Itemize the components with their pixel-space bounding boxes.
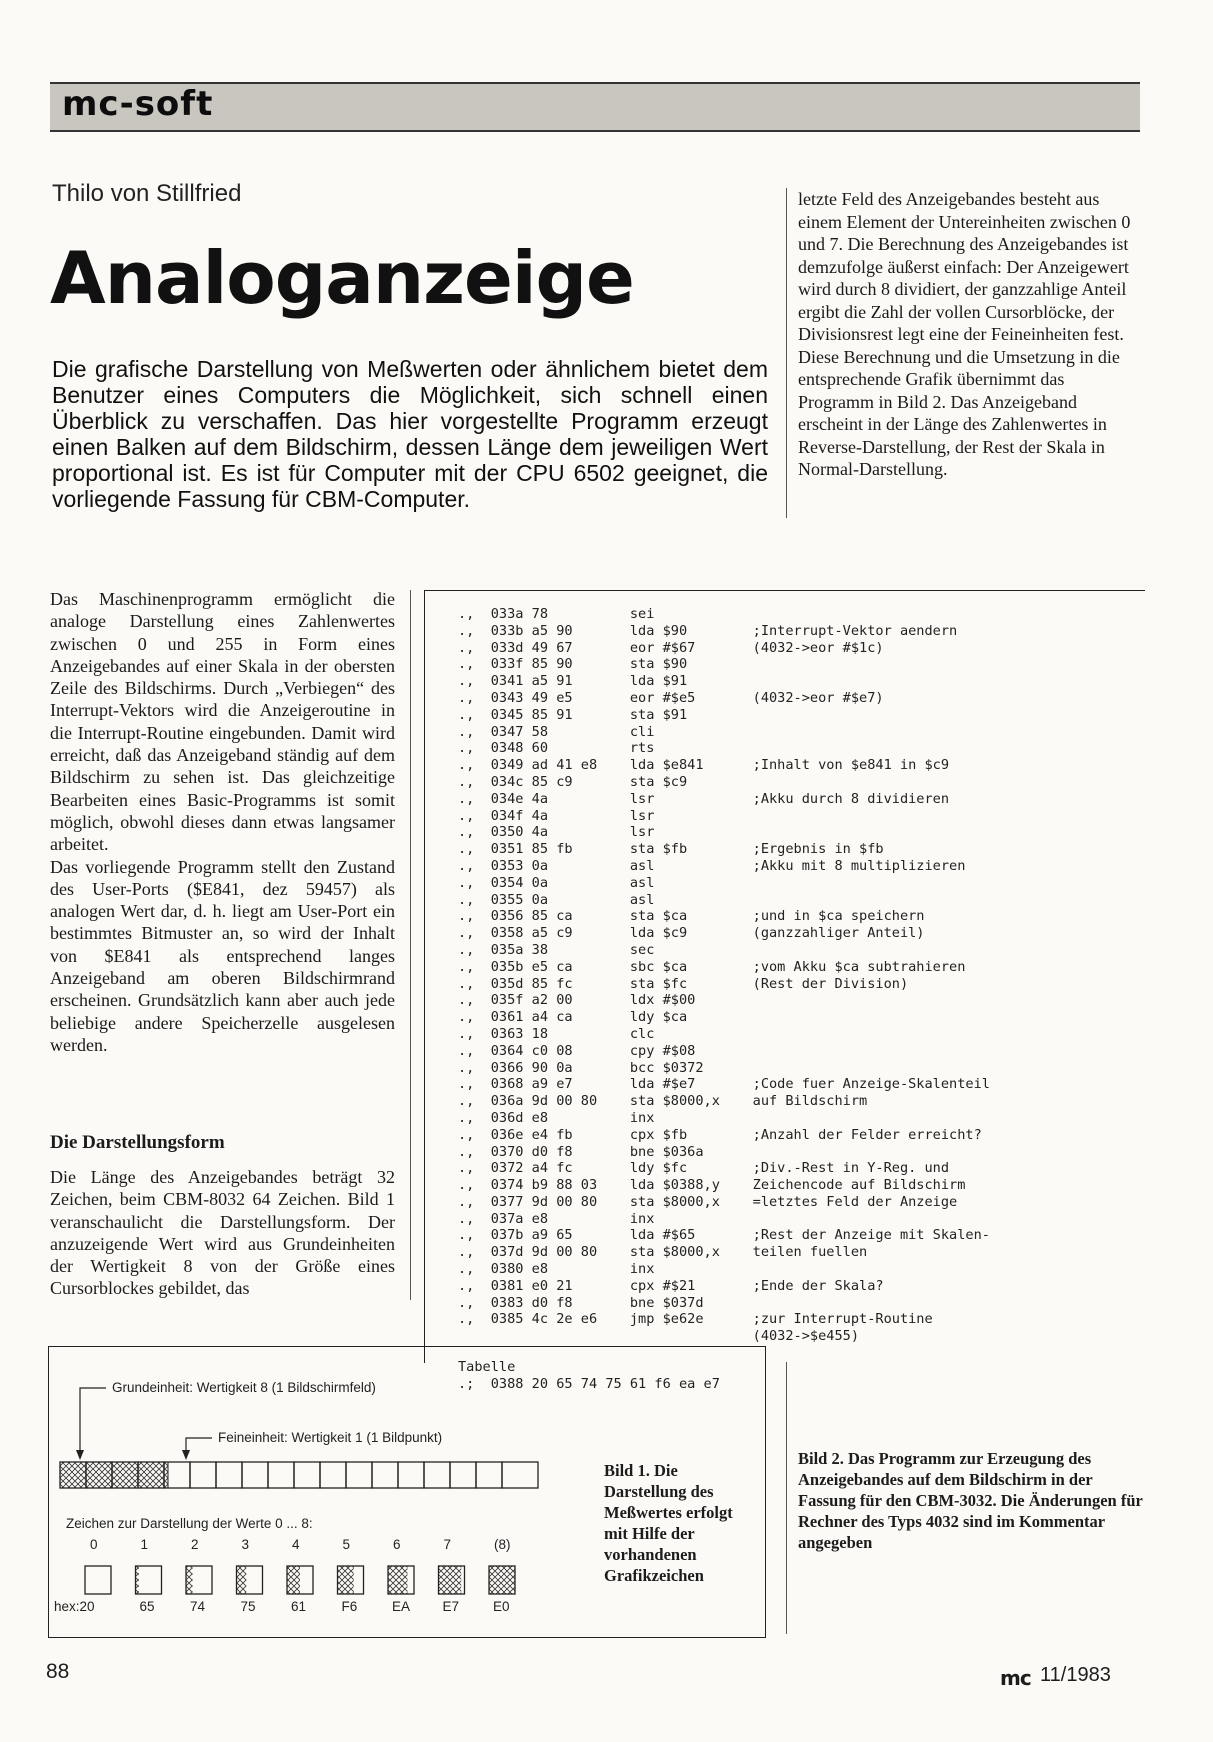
listing-line: ., 0363 18 clc bbox=[458, 1025, 655, 1042]
listing-line: ., 033a 78 sei bbox=[458, 606, 655, 622]
author-name: Thilo von Stillfried bbox=[52, 180, 242, 207]
listing-line: ., 0361 a4 ca ldy $ca bbox=[458, 1009, 688, 1026]
listing-line: ., 034c 85 c9 sta $c9 bbox=[458, 773, 688, 790]
scale-cell bbox=[268, 1462, 294, 1488]
sample-character bbox=[85, 1566, 111, 1594]
article-title: Analoganzeige bbox=[50, 236, 634, 320]
hex-label: EA bbox=[392, 1599, 411, 1614]
listing-line: ., 033b a5 90 lda $90 ;Interrupt-Vektor aendern bbox=[458, 622, 958, 639]
scale-bar bbox=[60, 1462, 538, 1488]
listing-line: ., 0374 b9 88 03 lda $0388,y Zeichencode auf Bildschirm bbox=[458, 1177, 966, 1194]
listing-line: ., 0358 a5 c9 lda $c9 (ganzzahliger Anteil) bbox=[458, 925, 925, 942]
column-rule-right bbox=[786, 188, 787, 518]
listing-line: ., 0354 0a asl bbox=[458, 874, 655, 891]
listing-line: ., 0377 9d 00 80 sta $8000,x =letztes Feld der Anzeige bbox=[458, 1193, 958, 1210]
sample-character bbox=[136, 1566, 162, 1594]
value-label: 3 bbox=[241, 1537, 250, 1552]
hex-label: 74 bbox=[190, 1599, 206, 1614]
hex-label: hex:20 bbox=[54, 1599, 95, 1614]
hex-label: 61 bbox=[291, 1599, 307, 1614]
listing-line: ., 034f 4a lsr bbox=[458, 807, 655, 824]
assembly-listing bbox=[458, 606, 990, 1345]
listing-line: ., 034e 4a lsr ;Akku durch 8 dividieren bbox=[458, 790, 950, 807]
left-column-paragraph: Das Maschinenprogramm ermöglicht die analoge Darstellung eines Zahlenwertes zwischen 0 und 255 in Form eines Anzeigebandes auf einer Skala in der obersten Zeile des Bildschirms. Durch „Verbiegen“ des Interrupt-Vektors wird die Anzeigeroutine in die Interrupt-Routine eingebunden. Damit wird erreicht, daß das Anzeigeband ständig auf dem Bildschirm zu sehen ist. Das gleichzeitige Bearbeiten eines Basic-Programms ist somit möglich, obwohl dieses dann etwas langsamer arbeitet. bbox=[50, 589, 395, 855]
fine-unit-cell bbox=[164, 1462, 168, 1488]
sample-character bbox=[388, 1566, 414, 1594]
left-column-text bbox=[50, 588, 395, 1056]
listing-line: ., 0355 0a asl bbox=[458, 891, 655, 908]
listing-line: ., 0372 a4 fc ldy $fc ;Div.-Rest in Y-Reg. und bbox=[458, 1160, 950, 1177]
scale-cell bbox=[242, 1462, 268, 1488]
listing-line: ., 035a 38 sec bbox=[458, 941, 655, 958]
listing-line: ., 033d 49 67 eor #$67 (4032->eor #$1c) bbox=[458, 639, 884, 656]
listing-line: ., 0366 90 0a bcc $0372 bbox=[458, 1059, 704, 1076]
feineinheit-label: Feineinheit: Wertigkeit 1 (1 Bildpunkt) bbox=[218, 1430, 443, 1445]
listing-line: ., 035f a2 00 ldx #$00 bbox=[458, 992, 696, 1009]
column-rule-left bbox=[410, 590, 411, 1300]
hex-label: F6 bbox=[341, 1599, 358, 1614]
section-header-label: mc-soft bbox=[62, 84, 214, 124]
sample-character bbox=[237, 1566, 263, 1594]
sample-character bbox=[439, 1566, 465, 1594]
scale-cell bbox=[398, 1462, 424, 1488]
left-column-paragraph: Die Länge des Anzeigebandes beträgt 32 Zeichen, beim CBM-8032 64 Zeichen. Bild 1 veranschaulicht die Darstellungsform. Der anzuzeigende Wert wird aus Grundeinheiten der Wertigkeit 8 von der Größe eines Cursorblockes gebildet, das bbox=[50, 1167, 395, 1299]
listing-line: ., 0383 d0 f8 bne $037d bbox=[458, 1294, 704, 1311]
right-column-paragraph: Diese Berechnung und die Umsetzung in die entsprechende Grafik übernimmt das Programm in Bild 2. Das Anzeigeband erscheint in der Länge des Zahlenwertes in Reverse-Darstellung, der Rest der Skala in Normal-Darstellung. bbox=[798, 346, 1120, 479]
subheading: Die Darstellungsform bbox=[50, 1132, 225, 1153]
sample-character bbox=[287, 1566, 313, 1594]
scale-cell bbox=[294, 1462, 320, 1488]
right-column-text bbox=[798, 188, 1141, 481]
scale-cell bbox=[476, 1462, 502, 1488]
listing-line: ., 037b a9 65 lda #$65 ;Rest der Anzeige mit Skalen- bbox=[458, 1227, 990, 1244]
listing-line: ., 0368 a9 e7 lda #$e7 ;Code fuer Anzeige-Skalenteil bbox=[458, 1076, 990, 1093]
listing-line: ., 0350 4a lsr bbox=[458, 824, 655, 841]
sample-character bbox=[186, 1566, 212, 1594]
listing-line: ., 0343 49 e5 eor #$e5 (4032->eor #$e7) bbox=[458, 689, 884, 706]
page-number: 88 bbox=[46, 1660, 70, 1683]
tabelle-label: Tabelle bbox=[458, 1359, 516, 1375]
listing-line: ., 035d 85 fc sta $fc (Rest der Division) bbox=[458, 975, 909, 992]
listing-line: ., 0385 4c 2e e6 jmp $e62e ;zur Interrupt-Routine bbox=[458, 1311, 933, 1328]
listing-line: ., 0351 85 fb sta $fb ;Ergebnis in $fb bbox=[458, 841, 884, 858]
mc-logo: mc bbox=[1000, 1666, 1031, 1690]
scale-remainder bbox=[502, 1462, 538, 1488]
listing-line: ., 0370 d0 f8 bne $036a bbox=[458, 1143, 704, 1160]
column-rule-figure bbox=[786, 1362, 787, 1634]
figure2-caption: Bild 2. Das Programm zur Erzeugung des Anzeigebandes auf dem Bildschirm in der Fassung für den CBM-3032. Die Änderungen für Rechner des Typs 4032 sind im Kommentar angegeben bbox=[798, 1449, 1143, 1552]
scale-cell bbox=[450, 1462, 476, 1488]
listing-line: ., 0353 0a asl ;Akku mit 8 multiplizieren bbox=[458, 857, 966, 874]
listing-line: ., 037a e8 inx bbox=[458, 1210, 655, 1227]
listing-line: ., 0381 e0 21 cpx #$21 ;Ende der Skala? bbox=[458, 1277, 884, 1294]
scale-cell bbox=[60, 1462, 86, 1488]
listing-line: ., 0349 ad 41 e8 lda $e841 ;Inhalt von $e841 in $c9 bbox=[458, 757, 950, 774]
tabelle-line: .; 0388 20 65 74 75 61 f6 ea e7 bbox=[458, 1376, 720, 1392]
grundeinheit-label: Grundeinheit: Wertigkeit 8 (1 Bildschirmfeld) bbox=[112, 1380, 376, 1395]
article-lead: Die grafische Darstellung von Meßwerten oder ähnlichem bietet dem Benutzer eines Computers die Möglichkeit, sich schnell einen Überblick zu verschaffen. Das hier vorgestellte Programm erzeugt einen Balken auf dem Bildschirm, dessen Länge dem jeweiligen Wert proportional ist. Es ist für Computer mit der CPU 6502 geeignet, die vorliegende Fassung für CBM-Computer. bbox=[52, 356, 768, 512]
scale-cell bbox=[190, 1462, 216, 1488]
scale-cell bbox=[372, 1462, 398, 1488]
value-label: 6 bbox=[393, 1537, 401, 1552]
left-column-paragraph: Das vorliegende Programm stellt den Zustand des User-Ports ($E841, dez 59457) als analogen Wert dar, d. h. liegt am User-Port ein bestimmtes Bitmuster an, so wird der Inhalt von $E841 als entsprechend langes Anzeigeband am oberen Bildschirmrand erscheinen. Grundsätzlich kann aber auch jede beliebige andere Speicherzelle ausgelesen werden. bbox=[50, 856, 395, 1055]
figure1-caption: Bild 1. Die Darstellung des Meßwertes erfolgt mit Hilfe der vorhandenen Grafikzeichen bbox=[604, 1461, 733, 1585]
listing-line: ., 0341 a5 91 lda $91 bbox=[458, 673, 688, 690]
sample-character bbox=[489, 1566, 515, 1594]
scale-cell bbox=[216, 1462, 242, 1488]
listing-line: ., 036d e8 inx bbox=[458, 1109, 655, 1126]
value-label: 2 bbox=[191, 1537, 199, 1552]
zeichen-label: Zeichen zur Darstellung der Werte 0 ... 8: bbox=[66, 1516, 313, 1531]
value-label: 0 bbox=[90, 1537, 98, 1552]
listing-line: ., 036e e4 fb cpx $fb ;Anzahl der Felder erreicht? bbox=[458, 1126, 982, 1143]
section-header-bar bbox=[50, 82, 1140, 132]
listing-line: ., 0345 85 91 sta $91 bbox=[458, 706, 688, 723]
listing-line: ., 0356 85 ca sta $ca ;und in $ca speichern bbox=[458, 908, 925, 925]
sample-character bbox=[338, 1566, 364, 1594]
grundeinheit-arrow bbox=[80, 1388, 106, 1458]
listing-line: ., 0348 60 rts bbox=[458, 740, 655, 757]
listing-line: ., 0347 58 cli bbox=[458, 723, 655, 740]
listing-line: (4032->$e455) bbox=[458, 1328, 860, 1345]
listing-line: ., 033f 85 90 sta $90 bbox=[458, 656, 688, 673]
scale-cell bbox=[138, 1462, 164, 1488]
listing-line: ., 036a 9d 00 80 sta $8000,x auf Bildschirm bbox=[458, 1093, 868, 1110]
scale-cell bbox=[320, 1462, 346, 1488]
right-column-paragraph: letzte Feld des Anzeigebandes besteht aus einem Element der Untereinheiten zwischen 0 und 7. Die Berechnung des Anzeigebandes ist demzufolge äußerst einfach: Der Anzeigewert wird durch 8 dividiert, der ganzzahlige Anteil ergibt die Zahl der vollen Cursorblöcke, der Divisionsrest legt eine der Feineinheiten fest. bbox=[798, 189, 1131, 344]
listing-line: ., 0380 e8 inx bbox=[458, 1261, 655, 1278]
hex-label: E0 bbox=[493, 1599, 510, 1614]
value-label: (8) bbox=[494, 1537, 511, 1552]
hex-label: 75 bbox=[240, 1599, 256, 1614]
scale-cell bbox=[112, 1462, 138, 1488]
feineinheit-arrow bbox=[186, 1438, 212, 1458]
scale-cell bbox=[86, 1462, 112, 1488]
hex-label: E7 bbox=[442, 1599, 460, 1614]
hex-label: 65 bbox=[139, 1599, 155, 1614]
sample-characters bbox=[85, 1566, 515, 1594]
scale-cell bbox=[424, 1462, 450, 1488]
value-label: 1 bbox=[140, 1537, 149, 1552]
issue-number: 11/1983 bbox=[1040, 1664, 1111, 1686]
value-label: 4 bbox=[292, 1537, 300, 1552]
value-label: 5 bbox=[342, 1537, 351, 1552]
scale-cell bbox=[346, 1462, 372, 1488]
listing-line: ., 035b e5 ca sbc $ca ;vom Akku $ca subtrahieren bbox=[458, 958, 966, 975]
value-label: 7 bbox=[443, 1537, 452, 1552]
listing-line: ., 0364 c0 08 cpy #$08 bbox=[458, 1042, 696, 1059]
listing-line: ., 037d 9d 00 80 sta $8000,x teilen fuellen bbox=[458, 1244, 868, 1261]
